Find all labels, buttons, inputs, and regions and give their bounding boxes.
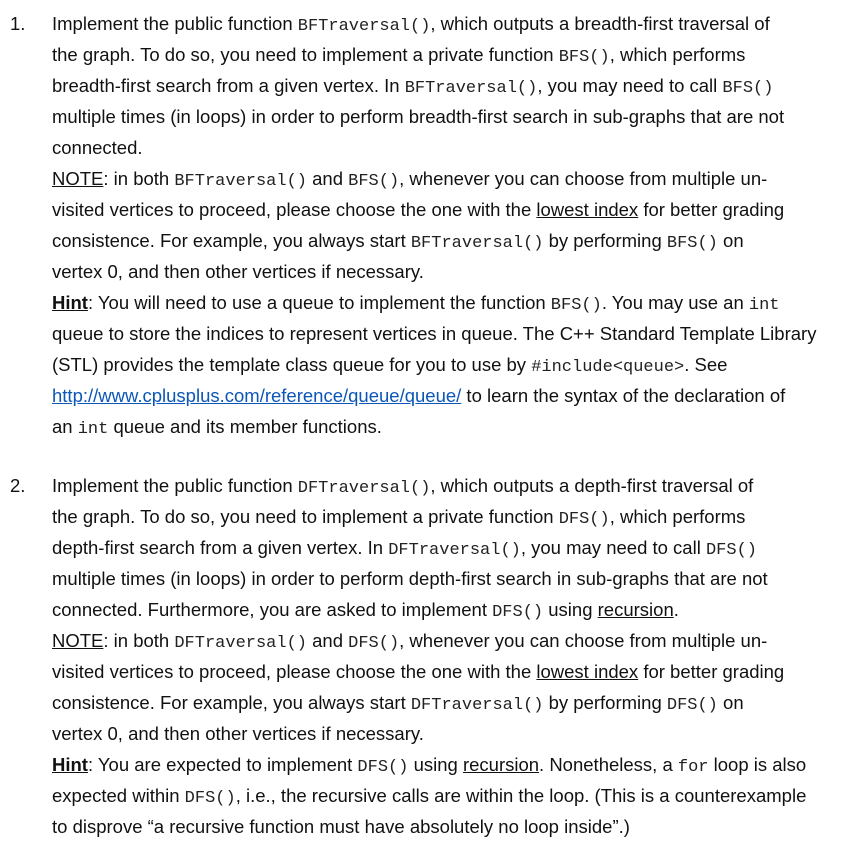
inline-code: DFS() — [705, 541, 757, 560]
text-line — [52, 780, 806, 811]
inline-code: DFTraversal() — [297, 479, 431, 498]
inline-code: #include<queue> — [531, 358, 685, 377]
text-segment: queue and its member functions. — [108, 416, 382, 437]
list-number: 1. — [10, 13, 26, 34]
text-segment: vertex 0, and then other vertices if necessary. — [52, 723, 424, 744]
text-segment: using — [543, 599, 598, 620]
text-segment: for better grading — [638, 661, 785, 682]
text-segment: Implement the public function — [52, 13, 298, 34]
inline-code: DFTraversal() — [174, 634, 307, 653]
text-line — [52, 225, 744, 256]
text-line — [52, 687, 744, 718]
inline-code: BFS() — [550, 296, 602, 315]
underlined-text: recursion — [597, 599, 674, 620]
text-segment: Implement the public function — [52, 475, 298, 496]
text-line — [52, 718, 424, 749]
text-segment: to disprove “a recursive function must have absolutely no loop inside”.) — [52, 816, 630, 837]
inline-code: int — [748, 296, 780, 315]
text-line — [52, 8, 770, 39]
text-segment: connected. — [52, 137, 143, 158]
inline-code: BFTraversal() — [174, 172, 307, 191]
text-segment: , you may need to call — [537, 75, 723, 96]
underlined-text: recursion — [462, 754, 540, 775]
text-line — [52, 532, 757, 563]
text-line — [52, 470, 753, 501]
text-segment: (STL) provides the template class queue for you to use by — [52, 354, 532, 375]
text-segment: : You will need to use a queue to implement the function — [87, 292, 551, 313]
text-segment: by performing — [543, 230, 667, 251]
text-segment: , whenever you can choose from multiple un- — [399, 630, 768, 651]
text-segment: , which outputs a breadth-first traversal of — [430, 13, 770, 34]
text-segment: visited vertices to proceed, please choose the one with the — [52, 199, 537, 220]
text-segment: , which performs — [609, 506, 746, 527]
text-segment: loop is also — [708, 754, 807, 775]
inline-code: DFTraversal() — [410, 696, 544, 715]
text-segment: . Nonetheless, a — [539, 754, 678, 775]
text-segment: multiple times (in loops) in order to perform depth-first search in sub-graphs that are not — [52, 568, 768, 589]
text-segment: : in both — [103, 630, 175, 651]
text-segment: consistence. For example, you always start — [52, 692, 411, 713]
inline-code: DFTraversal() — [388, 541, 521, 560]
text-segment: . See — [684, 354, 728, 375]
inline-code: BFTraversal() — [297, 17, 431, 36]
text-segment: for better grading — [638, 199, 785, 220]
text-segment: to learn the syntax of the declaration of — [461, 385, 786, 406]
inline-code: BFS() — [348, 172, 400, 191]
inline-code: for — [677, 758, 709, 777]
text-segment: , you may need to call — [520, 537, 706, 558]
text-segment: : You are expected to implement — [87, 754, 358, 775]
cplusplus-link[interactable]: http://www.cplusplus.com/reference/queue/queue/ — [52, 385, 462, 406]
underlined-text: lowest index — [536, 199, 639, 220]
text-segment: an — [52, 416, 78, 437]
text-segment: , whenever you can choose from multiple un- — [399, 168, 768, 189]
text-line — [52, 39, 745, 70]
text-line — [52, 287, 780, 318]
text-segment: consistence. For example, you always start — [52, 230, 411, 251]
text-segment: the graph. To do so, you need to implement a private function — [52, 506, 559, 527]
inline-code: BFTraversal() — [410, 234, 544, 253]
text-segment: . — [673, 599, 679, 620]
text-line — [52, 811, 630, 842]
text-line — [52, 101, 784, 132]
text-segment: depth-first search from a given vertex. In — [52, 537, 389, 558]
text-line — [52, 70, 773, 101]
text-segment: the graph. To do so, you need to implement a private function — [52, 44, 559, 65]
inline-code: BFS() — [722, 79, 774, 98]
text-line — [52, 656, 784, 687]
text-segment: connected. Furthermore, you are asked to implement — [52, 599, 493, 620]
list-number: 2. — [10, 475, 26, 496]
inline-code: DFS() — [184, 789, 236, 808]
text-line — [52, 625, 767, 656]
text-segment: breadth-first search from a given vertex. In — [52, 75, 405, 96]
text-segment: multiple times (in loops) in order to perform breadth-first search in sub-graphs that are not — [52, 106, 785, 127]
text-line — [52, 501, 745, 532]
text-segment: , which outputs a depth-first traversal of — [430, 475, 754, 496]
inline-code: DFS() — [357, 758, 409, 777]
inline-code: DFS() — [558, 510, 610, 529]
text-line — [52, 594, 679, 625]
text-segment: and — [306, 168, 349, 189]
text-segment: visited vertices to proceed, please choose the one with the — [52, 661, 537, 682]
text-line — [52, 411, 382, 442]
inline-code: DFS() — [492, 603, 544, 622]
underlined-text: lowest index — [536, 661, 639, 682]
text-segment: : in both — [103, 168, 175, 189]
text-line — [52, 132, 143, 163]
text-line — [52, 318, 816, 349]
text-segment: , which performs — [609, 44, 746, 65]
text-line — [52, 194, 784, 225]
text-line — [52, 380, 785, 411]
inline-code: BFS() — [558, 48, 610, 67]
inline-code: DFS() — [666, 696, 718, 715]
underlined-text: NOTE — [52, 168, 104, 189]
hint-label: Hint — [52, 292, 88, 313]
text-line — [52, 349, 727, 380]
hint-label: Hint — [52, 754, 88, 775]
underlined-text: NOTE — [52, 630, 104, 651]
text-segment: on — [717, 692, 744, 713]
text-segment: , i.e., the recursive calls are within the loop. (This is a counterexample — [235, 785, 807, 806]
text-line — [52, 749, 806, 780]
text-segment: vertex 0, and then other vertices if necessary. — [52, 261, 424, 282]
text-segment: using — [408, 754, 463, 775]
inline-code: int — [77, 420, 109, 439]
inline-code: BFS() — [666, 234, 718, 253]
text-line — [52, 256, 424, 287]
text-segment: on — [717, 230, 744, 251]
text-segment: by performing — [543, 692, 667, 713]
text-segment: . You may use an — [601, 292, 749, 313]
text-segment: and — [306, 630, 349, 651]
text-segment: queue to store the indices to represent vertices in queue. The C++ Standard Template Library — [52, 323, 817, 344]
text-segment: expected within — [52, 785, 185, 806]
text-line — [52, 163, 767, 194]
inline-code: DFS() — [348, 634, 400, 653]
inline-code: BFTraversal() — [404, 79, 538, 98]
text-line — [52, 563, 768, 594]
